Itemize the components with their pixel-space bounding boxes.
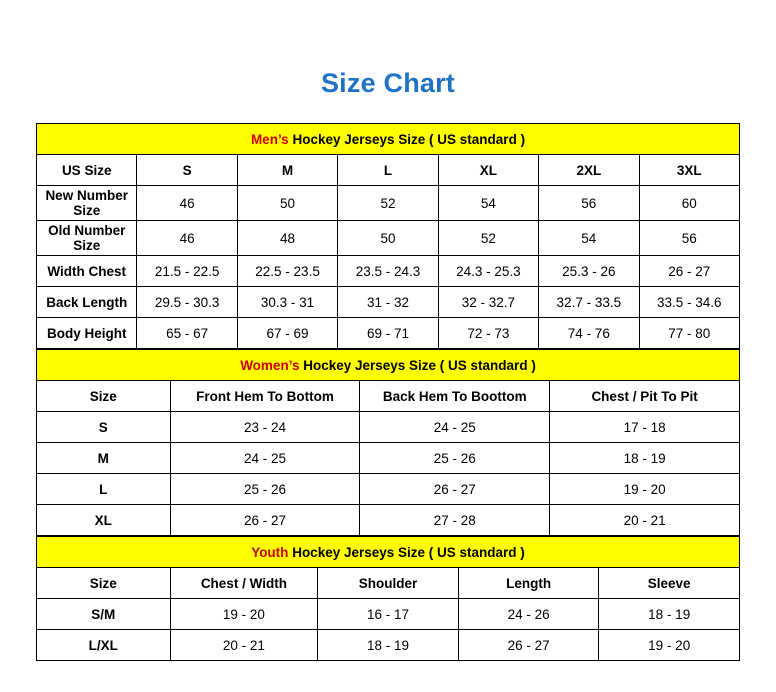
youth-banner-row [37,537,740,568]
table-cell: 33.5 - 34.6 [639,287,739,318]
table-cell: 25 - 26 [360,443,550,474]
table-cell: 3XL [639,155,739,186]
table-cell: 52 [438,221,538,256]
mens-banner [37,124,740,155]
table-cell: 50 [237,186,337,221]
table-cell: 74 - 76 [539,318,639,349]
table-cell: 52 [338,186,438,221]
table-row [37,221,740,256]
table-cell: XL [438,155,538,186]
table-cell: 19 - 20 [599,630,740,661]
table-cell: 26 - 27 [170,505,360,536]
table-row [37,186,740,221]
table-cell: 26 - 27 [360,474,550,505]
table-cell: 50 [338,221,438,256]
row-header: Back Length [37,287,137,318]
table-cell: M [237,155,337,186]
row-header: S [37,412,171,443]
table-cell: 18 - 19 [599,599,740,630]
mens-banner-rest: Hockey Jerseys Size ( US standard ) [288,131,526,147]
table-cell: 56 [639,221,739,256]
column-header: Length [458,568,599,599]
row-header: XL [37,505,171,536]
table-row [37,599,740,630]
table-row [37,256,740,287]
size-chart-tables [36,123,740,661]
table-cell: S [137,155,237,186]
table-cell: 24 - 25 [170,443,360,474]
table-cell: 69 - 71 [338,318,438,349]
table-cell: 20 - 21 [550,505,740,536]
table-cell: 77 - 80 [639,318,739,349]
table-cell: 60 [639,186,739,221]
table-cell: 54 [438,186,538,221]
table-cell: 46 [137,186,237,221]
table-row [37,505,740,536]
womens-banner-row [37,350,740,381]
table-cell: 27 - 28 [360,505,550,536]
table-row [37,474,740,505]
table-row [37,287,740,318]
table-cell: 67 - 69 [237,318,337,349]
table-cell: 22.5 - 23.5 [237,256,337,287]
table-cell: 24.3 - 25.3 [438,256,538,287]
column-header: Size [37,381,171,412]
womens-banner-rest: Hockey Jerseys Size ( US standard ) [299,357,536,373]
mens-banner-row [37,124,740,155]
mens-size-table [36,123,740,349]
page-title: Size Chart [320,68,456,98]
womens-size-table [36,349,740,536]
table-cell: 20 - 21 [170,630,318,661]
table-cell: 30.3 - 31 [237,287,337,318]
table-cell: 26 - 27 [458,630,599,661]
table-row [37,381,740,412]
womens-banner-accent: Women’s [240,357,300,373]
table-cell: 31 - 32 [338,287,438,318]
column-header: Sleeve [599,568,740,599]
table-row [37,318,740,349]
table-row [37,443,740,474]
row-header: New Number Size [37,186,137,221]
womens-banner [37,350,740,381]
mens-banner-accent: Men’s [250,131,289,147]
table-row [37,155,740,186]
table-cell: 17 - 18 [550,412,740,443]
table-cell: 26 - 27 [639,256,739,287]
column-header: Shoulder [318,568,459,599]
table-row [37,568,740,599]
table-cell: 24 - 26 [458,599,599,630]
table-cell: 18 - 19 [550,443,740,474]
column-header: Size [37,568,171,599]
table-cell: 46 [137,221,237,256]
table-cell: 54 [539,221,639,256]
row-header: US Size [37,155,137,186]
table-cell: 72 - 73 [438,318,538,349]
table-cell: L [338,155,438,186]
table-row [37,630,740,661]
column-header: Chest / Pit To Pit [550,381,740,412]
table-row [37,412,740,443]
youth-size-table [36,536,740,661]
row-header: Body Height [37,318,137,349]
youth-banner-accent: Youth [251,544,289,560]
table-cell: 23.5 - 24.3 [338,256,438,287]
table-cell: 24 - 25 [360,412,550,443]
row-header: Width Chest [37,256,137,287]
column-header: Chest / Width [170,568,318,599]
column-header: Back Hem To Boottom [360,381,550,412]
table-cell: 2XL [539,155,639,186]
table-cell: 29.5 - 30.3 [137,287,237,318]
table-cell: 16 - 17 [318,599,459,630]
youth-banner-rest: Hockey Jerseys Size ( US standard ) [288,544,525,560]
row-header: S/M [37,599,171,630]
table-cell: 21.5 - 22.5 [137,256,237,287]
table-cell: 19 - 20 [550,474,740,505]
table-cell: 18 - 19 [318,630,459,661]
table-cell: 48 [237,221,337,256]
table-cell: 23 - 24 [170,412,360,443]
row-header: L [37,474,171,505]
youth-banner [37,537,740,568]
table-cell: 65 - 67 [137,318,237,349]
row-header: L/XL [37,630,171,661]
table-cell: 32.7 - 33.5 [539,287,639,318]
table-cell: 25 - 26 [170,474,360,505]
table-cell: 19 - 20 [170,599,318,630]
column-header: Front Hem To Bottom [170,381,360,412]
table-cell: 32 - 32.7 [438,287,538,318]
row-header: M [37,443,171,474]
table-cell: 25.3 - 26 [539,256,639,287]
row-header: Old Number Size [37,221,137,256]
table-cell: 56 [539,186,639,221]
